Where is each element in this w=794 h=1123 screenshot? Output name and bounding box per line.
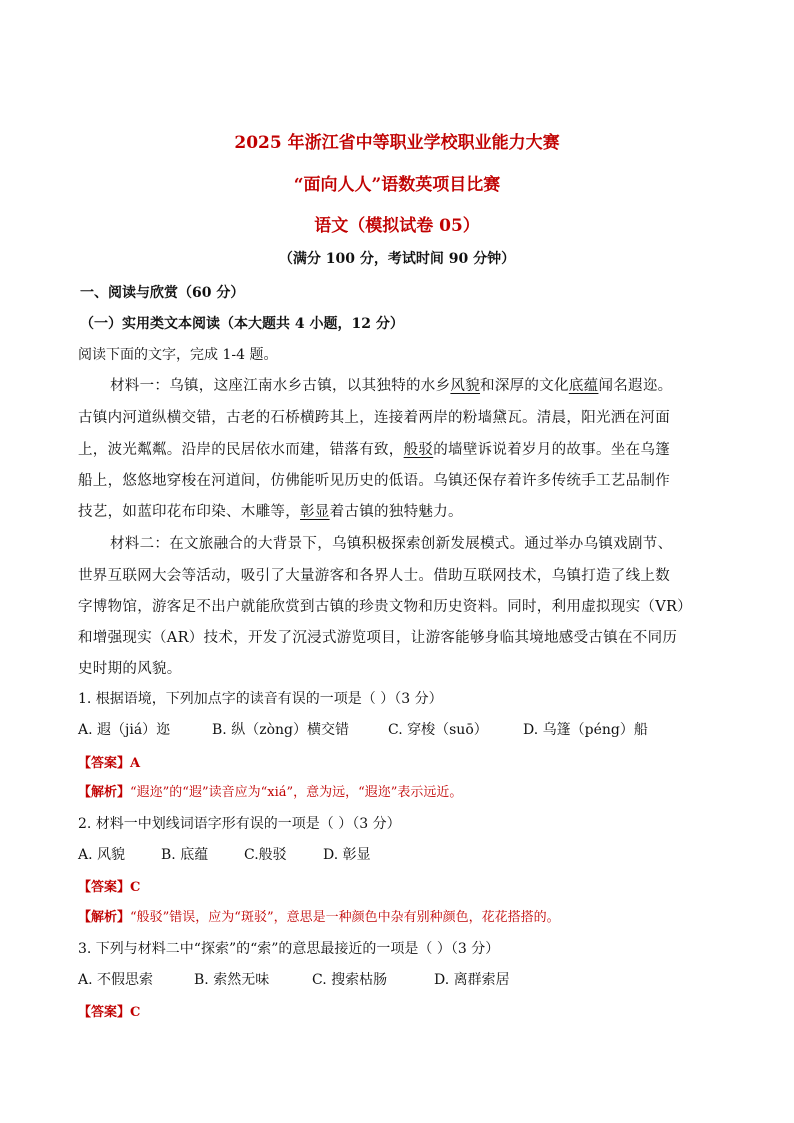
material1-line: 古镇内河道纵横交错，古老的石桥横跨其上，连接着两岸的粉墙黛瓦。清晨，阳光洒在河面 bbox=[78, 410, 670, 426]
analysis: 【解析】“般驳”错误，应为“斑驳”，意思是一种颜色中杂有别种颜色，花花搭搭的。 bbox=[78, 910, 560, 925]
underlined-word: 彰显 bbox=[300, 504, 330, 520]
material2-line: 字博物馆，游客足不出户就能欣赏到古镇的珍贵文物和历史资料。同时，利用虚拟现实（VR） bbox=[78, 599, 692, 615]
answer: 【答案】C bbox=[78, 1005, 141, 1020]
options-row bbox=[78, 969, 510, 989]
option: A. 遐（jiá）迩 bbox=[78, 722, 171, 738]
question-stem: 2. 材料一中划线词语字形有误的一项是（ ）（3 分） bbox=[78, 816, 401, 832]
option: A. 不假思索 bbox=[78, 972, 154, 988]
material1-line: 上，波光粼粼。沿岸的民居依水而建，错落有致，般驳的墙壁诉说着岁月的故事。坐在乌篷 bbox=[78, 442, 671, 458]
option: C. 搜索枯肠 bbox=[312, 972, 388, 988]
option: B. 索然无味 bbox=[194, 972, 270, 988]
question-stem: 3. 下列与材料二中“探索”的“索”的意思最接近的一项是（ ）（3 分） bbox=[78, 941, 500, 957]
material2-line: 材料二：在文旅融合的大背景下，乌镇积极探索创新发展模式。通过举办乌镇戏剧节、 bbox=[110, 536, 673, 552]
analysis: 【解析】“遐迩”的“遐”读音应为“xiá”，意为远，“遐迩”表示远近。 bbox=[78, 785, 463, 800]
underlined-word: 底蕴 bbox=[568, 378, 599, 394]
subsection-heading: （一）实用类文本阅读（本大题共 4 小题，12 分） bbox=[80, 316, 404, 332]
underlined-word: 风貌 bbox=[450, 378, 481, 394]
exam-subtitle: “面向人人”语数英项目比赛 bbox=[293, 175, 501, 195]
option: B. 底蕴 bbox=[161, 847, 209, 863]
option: C.般驳 bbox=[244, 847, 287, 863]
exam-title: 2025 年浙江省中等职业学校职业能力大赛 bbox=[234, 133, 560, 153]
material1-line: 船上，悠悠地穿梭在河道间，仿佛能听见历史的低语。乌镇还保存着许多传统手工艺品制作 bbox=[78, 473, 670, 489]
material1-line: 技艺，如蓝印花布印染、木雕等，彰显着古镇的独特魅力。 bbox=[78, 504, 463, 520]
options-row bbox=[78, 719, 648, 739]
options-row bbox=[78, 844, 371, 864]
answer: 【答案】A bbox=[78, 756, 141, 771]
material1-line: 材料一：乌镇，这座江南水乡古镇，以其独特的水乡风貌和深厚的文化底蕴闻名遐迩。 bbox=[110, 378, 673, 394]
material2-line: 世界互联网大会等活动，吸引了大量游客和各界人士。借助互联网技术，乌镇打造了线上数 bbox=[78, 568, 670, 584]
answer: 【答案】C bbox=[78, 880, 141, 895]
underlined-word: 般驳 bbox=[403, 442, 434, 458]
material2-line: 和增强现实（AR）技术，开发了沉浸式游览项目，让游客能够身临其境地感受古镇在不同历 bbox=[78, 630, 678, 646]
material2-line: 史时期的风貌。 bbox=[78, 661, 182, 677]
paper-title: 语文（模拟试卷 05） bbox=[314, 216, 480, 236]
instruction: 阅读下面的文字，完成 1-4 题。 bbox=[78, 347, 278, 363]
option: D. 乌篷（péng）船 bbox=[523, 722, 648, 738]
option: D. 离群索居 bbox=[434, 972, 510, 988]
option: A. 风貌 bbox=[78, 847, 126, 863]
option: D. 彰显 bbox=[323, 847, 371, 863]
option: B. 纵（zòng）横交错 bbox=[212, 722, 349, 738]
exam-meta: （满分 100 分，考试时间 90 分钟） bbox=[278, 251, 516, 267]
section-heading: 一、阅读与欣赏（60 分） bbox=[80, 285, 245, 301]
question-stem: 1. 根据语境，下列加点字的读音有误的一项是（ ）（3 分） bbox=[78, 691, 443, 707]
option: C. 穿梭（suō） bbox=[388, 722, 488, 738]
